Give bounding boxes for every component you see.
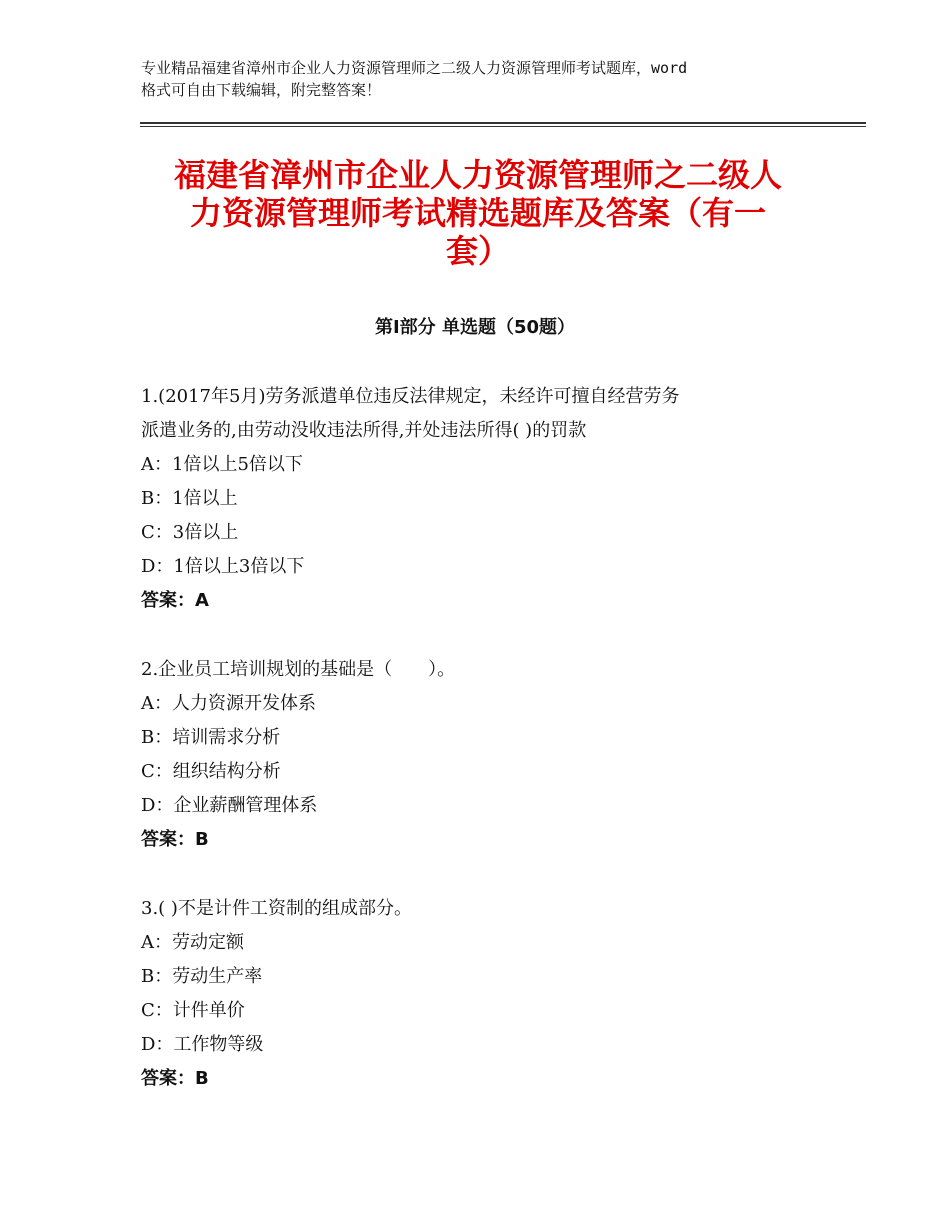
header-divider: [140, 126, 866, 127]
header-note-line: 专业精品福建省漳州市企业人力资源管理师之二级人力资源管理师考试题库，word: [141, 59, 688, 77]
question-2: [141, 653, 841, 857]
option-a: A：1倍以上5倍以下: [141, 454, 303, 475]
option-d: D：1倍以上3倍以下: [141, 556, 305, 577]
answer: 答案：A: [141, 590, 209, 611]
document-title: [140, 156, 816, 270]
title-line: 套）: [445, 232, 510, 270]
question-1: [141, 380, 841, 618]
option-c: C：组织结构分析: [141, 761, 281, 782]
header-note: [141, 57, 831, 101]
answer: 答案：B: [141, 829, 209, 850]
option-d: D：工作物等级: [141, 1034, 264, 1055]
option-a: A：劳动定额: [141, 932, 244, 953]
question-stem: 派遣业务的,由劳动没收违法所得,并处违法所得( )的罚款: [141, 420, 587, 441]
question-stem: 3.( )不是计件工资制的组成部分。: [141, 898, 412, 919]
title-line: 力资源管理师考试精选题库及答案（有一: [189, 194, 766, 232]
option-b: B：劳动生产率: [141, 966, 263, 987]
header-divider: [140, 122, 866, 124]
option-d: D：企业薪酬管理体系: [141, 795, 318, 816]
question-stem: 1.(2017年5月)劳务派遣单位违反法律规定，未经许可擅自经营劳务: [141, 386, 680, 407]
answer: 答案：B: [141, 1068, 209, 1089]
option-a: A：人力资源开发体系: [141, 693, 316, 714]
option-b: B：培训需求分析: [141, 727, 281, 748]
question-3: [141, 892, 841, 1096]
title-line: 福建省漳州市企业人力资源管理师之二级人: [173, 156, 782, 194]
question-stem: 2.企业员工培训规划的基础是（ ）。: [141, 659, 456, 680]
option-b: B：1倍以上: [141, 488, 238, 509]
section-heading: 第Ⅰ部分 单选题（50题）: [374, 317, 575, 338]
option-c: C：3倍以上: [141, 522, 239, 543]
header-note-line: 格式可自由下载编辑，附完整答案！: [141, 81, 382, 99]
option-c: C：计件单价: [141, 1000, 245, 1021]
